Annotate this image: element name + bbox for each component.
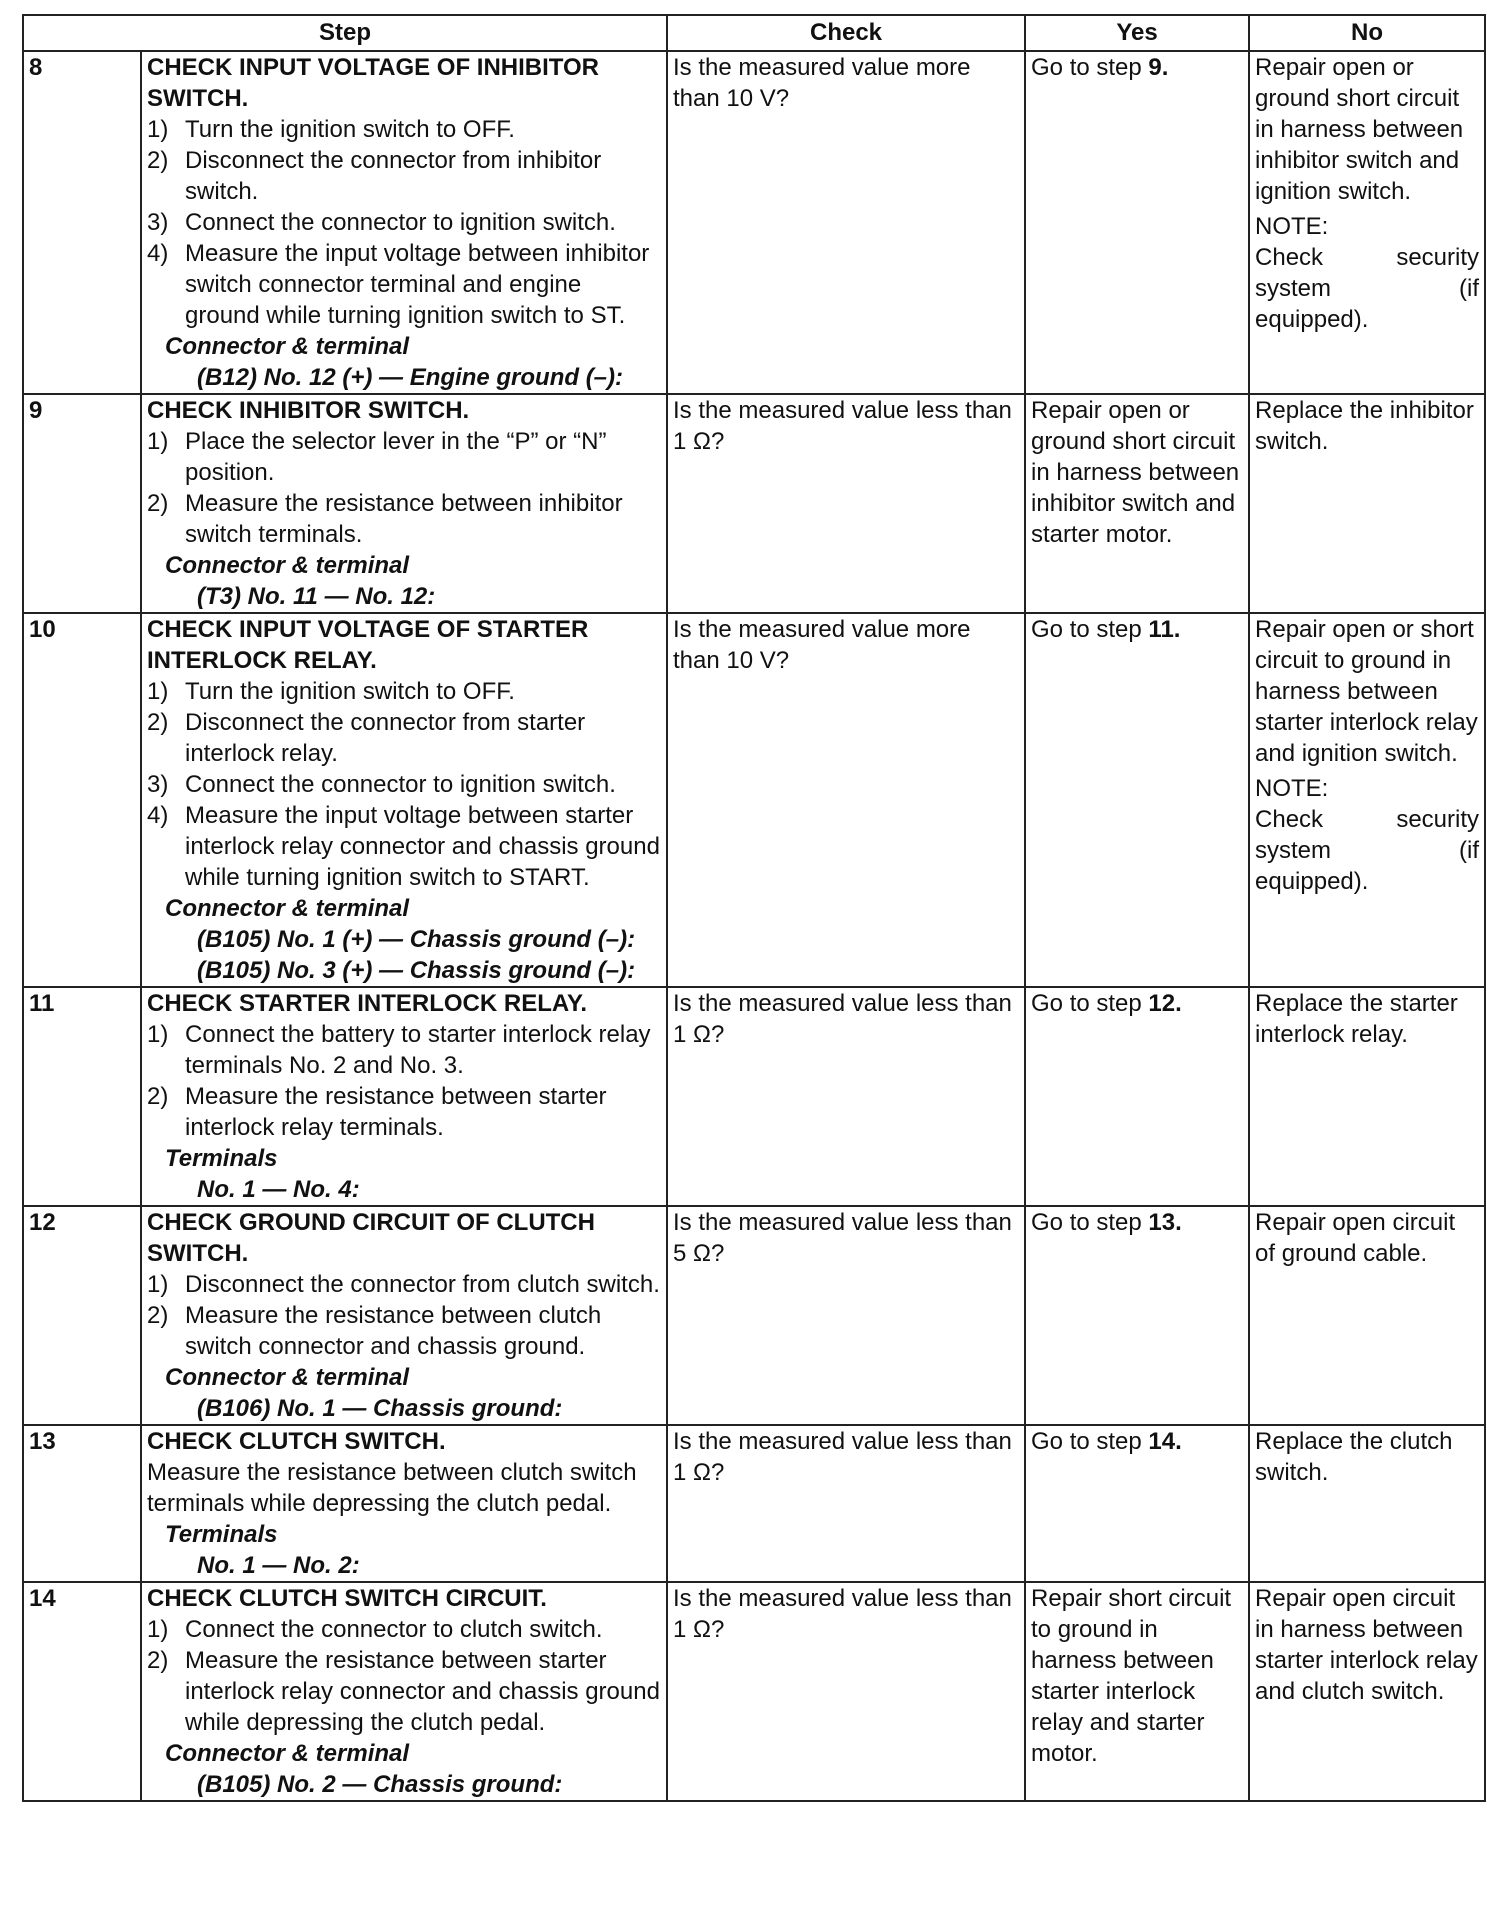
note-text: equipped). [1255,306,1369,333]
step-reference: 11. [1148,616,1181,643]
table-row [23,1206,1485,1425]
list-item: 4) Measure the input voltage between inhibitor switch connector terminal and engine ground while turning ignition switch to ST. [147,240,650,329]
note-text: system (if [1255,275,1480,302]
no-cell: Repair open circuit in harness between starter interlock relay and clutch switch. [1249,1582,1485,1801]
header-row [23,15,1485,51]
note-text: Check security [1255,244,1480,271]
note-text: Check security [1255,806,1480,833]
yes-cell: Go to step 12. [1025,987,1249,1206]
list-item: 2) Measure the resistance between starter interlock relay terminals. [147,1083,607,1141]
step-reference: 13. [1148,1209,1182,1236]
connector-label: Connector & terminal [165,895,410,922]
table-row [23,1425,1485,1582]
step-instruction: Measure the resistance between clutch switch terminals while depressing the clutch pedal. [147,1459,637,1517]
step-cell [141,51,667,394]
header-check: Check [667,15,1025,51]
header-no: No [1249,15,1485,51]
step-cell [141,394,667,613]
step-cell [141,1206,667,1425]
list-item: 1) Turn the ignition switch to OFF. [147,116,515,143]
step-number: 9 [23,394,141,613]
step-cell [141,613,667,987]
connector-value: No. 1 — No. 2: [197,1552,360,1579]
list-item: 2) Measure the resistance between inhibitor switch terminals. [147,490,623,548]
step-title: CHECK CLUTCH SWITCH CIRCUIT. [147,1585,547,1612]
connector-label: Connector & terminal [165,552,410,579]
note-text: system (if [1255,837,1480,864]
step-list [147,676,661,893]
diagnostic-table [22,14,1486,1802]
check-cell: Is the measured value less than 1 Ω? [667,1425,1025,1582]
no-cell: Repair open circuit of ground cable. [1249,1206,1485,1425]
note-text: equipped). [1255,868,1369,895]
connector-value: (B106) No. 1 — Chassis ground: [197,1395,563,1422]
step-reference: 14. [1148,1428,1182,1455]
no-cell: Repair open or ground short circuit in harness between inhibitor switch and ignition switch. NOTE: Check security system (if equipped). [1249,51,1485,394]
step-cell [141,1582,667,1801]
connector-value: (B12) No. 12 (+) — Engine ground (–): [197,364,624,391]
list-item: 1) Turn the ignition switch to OFF. [147,678,515,705]
yes-cell: Go to step 11. [1025,613,1249,987]
yes-cell: Repair open or ground short circuit in harness between inhibitor switch and starter motor. [1025,394,1249,613]
step-list [147,426,661,550]
table-row [23,613,1485,987]
list-item: 1) Disconnect the connector from clutch switch. [147,1271,660,1298]
list-item: 1) Place the selector lever in the “P” or “N” position. [147,428,607,486]
step-reference: 12. [1148,990,1182,1017]
table-row [23,987,1485,1206]
yes-cell: Go to step 13. [1025,1206,1249,1425]
table-row [23,394,1485,613]
list-item: 3) Connect the connector to ignition switch. [147,771,616,798]
step-list [147,114,661,331]
list-item: 1) Connect the battery to starter interlock relay terminals No. 2 and No. 3. [147,1021,651,1079]
connector-label: Terminals [165,1145,278,1172]
list-item: 1) Connect the connector to clutch switch. [147,1616,603,1643]
no-cell: Repair open or short circuit to ground in harness between starter interlock relay and ignition switch. NOTE: Check security system (if equipped). [1249,613,1485,987]
header-yes: Yes [1025,15,1249,51]
step-reference: 9. [1148,54,1169,81]
list-item: 2) Measure the resistance between clutch switch connector and chassis ground. [147,1302,602,1360]
check-cell: Is the measured value less than 5 Ω? [667,1206,1025,1425]
list-item: 2) Disconnect the connector from starter interlock relay. [147,709,586,767]
no-cell: Replace the starter interlock relay. [1249,987,1485,1206]
step-list [147,1019,661,1143]
step-list [147,1269,661,1362]
note-label: NOTE: [1255,213,1329,240]
note-label: NOTE: [1255,775,1329,802]
yes-cell: Repair short circuit to ground in harness between starter interlock relay and starter motor. [1025,1582,1249,1801]
list-item: 3) Connect the connector to ignition switch. [147,209,616,236]
step-list [147,1614,661,1738]
check-cell: Is the measured value more than 10 V? [667,51,1025,394]
step-title: CHECK INHIBITOR SWITCH. [147,397,470,424]
step-cell [141,987,667,1206]
step-number: 14 [23,1582,141,1801]
connector-label: Connector & terminal [165,1364,410,1391]
list-item: 2) Disconnect the connector from inhibitor switch. [147,147,602,205]
connector-value: No. 1 — No. 4: [197,1176,360,1203]
step-number: 12 [23,1206,141,1425]
step-number: 11 [23,987,141,1206]
list-item: 2) Measure the resistance between starter interlock relay connector and chassis ground while depressing the clutch pedal. [147,1647,660,1736]
yes-cell: Go to step 14. [1025,1425,1249,1582]
check-cell: Is the measured value less than 1 Ω? [667,987,1025,1206]
check-cell: Is the measured value less than 1 Ω? [667,394,1025,613]
step-number: 8 [23,51,141,394]
connector-value: (B105) No. 2 — Chassis ground: [197,1771,563,1798]
step-number: 10 [23,613,141,987]
step-title: CHECK CLUTCH SWITCH. [147,1428,446,1455]
check-cell: Is the measured value less than 1 Ω? [667,1582,1025,1801]
step-number: 13 [23,1425,141,1582]
step-cell [141,1425,667,1582]
list-item: 4) Measure the input voltage between starter interlock relay connector and chassis ground while turning ignition switch to START. [147,802,660,891]
table-row [23,51,1485,394]
no-cell: Replace the inhibitor switch. [1249,394,1485,613]
check-cell: Is the measured value more than 10 V? [667,613,1025,987]
step-title: CHECK INPUT VOLTAGE OF INHIBITOR SWITCH. [147,54,600,112]
yes-cell: Go to step 9. [1025,51,1249,394]
connector-label: Connector & terminal [165,1740,410,1767]
connector-label: Connector & terminal [165,333,410,360]
step-title: CHECK GROUND CIRCUIT OF CLUTCH SWITCH. [147,1209,595,1267]
connector-value: (T3) No. 11 — No. 12: [197,583,436,610]
step-title: CHECK INPUT VOLTAGE OF STARTER INTERLOCK RELAY. [147,616,589,674]
no-cell: Replace the clutch switch. [1249,1425,1485,1582]
table-row [23,1582,1485,1801]
connector-value: (B105) No. 3 (+) — Chassis ground (–): [197,957,636,984]
connector-label: Terminals [165,1521,278,1548]
connector-value: (B105) No. 1 (+) — Chassis ground (–): [197,926,636,953]
step-title: CHECK STARTER INTERLOCK RELAY. [147,990,588,1017]
header-step: Step [23,15,667,51]
